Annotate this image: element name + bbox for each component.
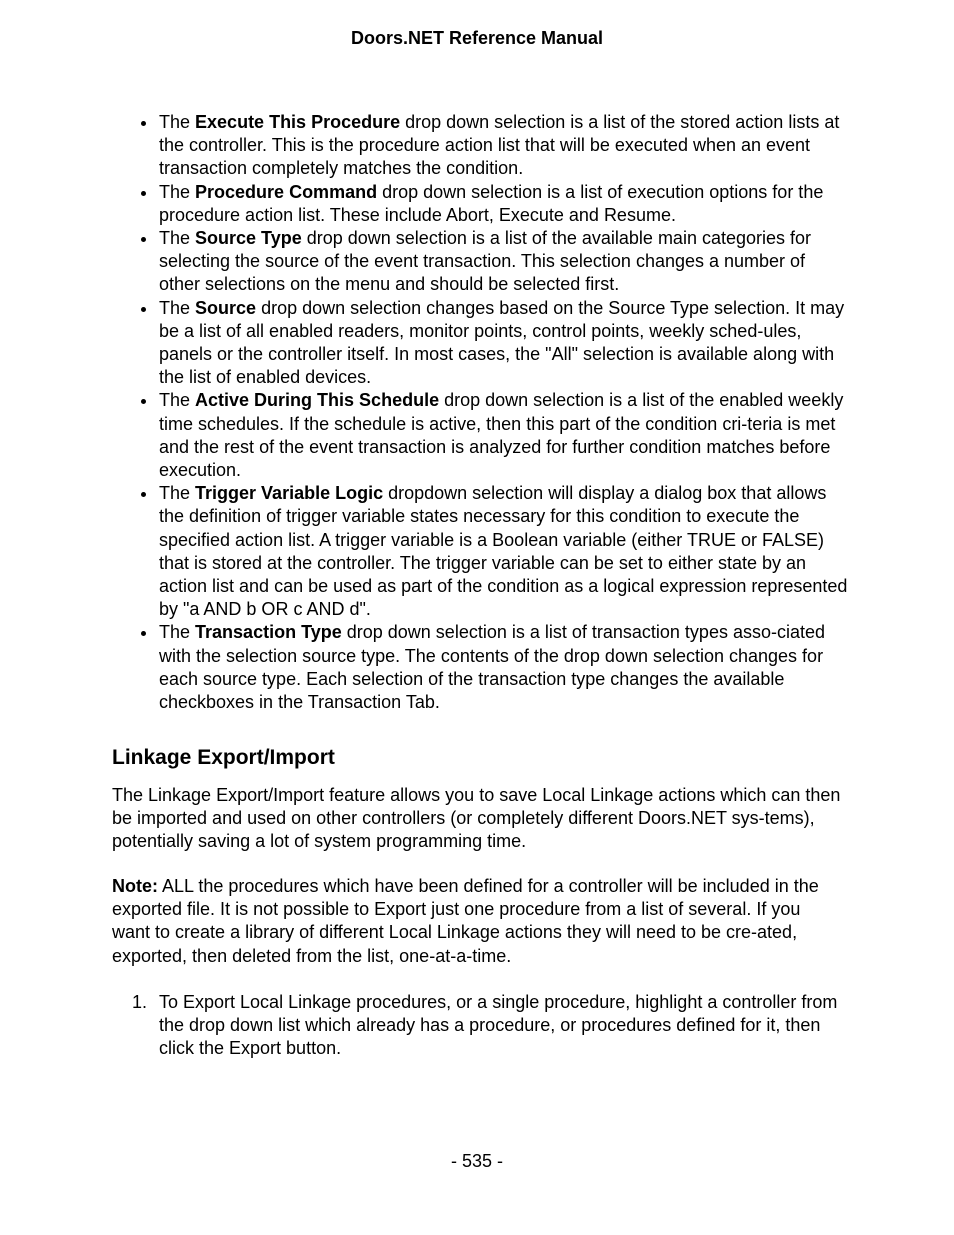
item-text: drop down selection changes based on the Source Type selection. It may be a list of all enabled readers, monitor points, control points, weekly sched-ules, panels or the controller itself. In most cases, the "All" selection is available along with the list of enabled devices. <box>159 297 845 388</box>
list-item <box>159 227 849 297</box>
section-heading: Linkage Export/Import <box>112 746 335 769</box>
bullet-icon <box>141 492 146 497</box>
note-text: ALL the procedures which have been defined for a controller will be included in the exported file. It is not possible to Export just one procedure from a list of several. If you want to create a library of different Local Linkage actions they will need to be cre-ated, exported, then deleted from the list, one-at-a-time. <box>112 876 819 966</box>
item-text: drop down selection is a list of the enabled weekly time schedules. If the schedule is active, then this part of the condition cri-teria is met and the rest of the event transaction is analyzed for further condition matches before execution. <box>159 390 844 481</box>
list-item <box>159 297 849 390</box>
item-text: drop down selection is a list of the available main categories for selecting the source of the event transaction. This selection changes a number of other selections on the menu and should be selected first. <box>159 228 812 295</box>
step-text: To Export Local Linkage procedures, or a single procedure, highlight a controller from the drop down list which already has a procedure, or procedures defined for it, then click the Export button. <box>159 992 838 1059</box>
item-prefix: The <box>159 297 196 318</box>
list-item <box>159 111 849 181</box>
item-prefix: The <box>159 228 196 249</box>
item-term: Procedure Command <box>195 181 378 202</box>
item-prefix: The <box>159 622 196 643</box>
item-text: drop down selection is a list of the stored action lists at the controller. This is the procedure action list that will be executed when an event transaction completely matches the condition. <box>159 112 840 179</box>
item-term: Active During This Schedule <box>195 390 440 411</box>
list-item <box>159 181 849 227</box>
note-paragraph <box>112 875 842 968</box>
item-text: dropdown selection will display a dialog box that allows the definition of trigger variable states necessary for this condition to execute the specified action list. A trigger variable is a Boolean variable (either TRUE or FALSE) that is stored at the controller. The trigger variable can be set to either state by an action list and can be used as part of the condition as a logical expression represented by "a AND b OR c AND d". <box>159 483 848 620</box>
intro-paragraph: The Linkage Export/Import feature allows you to save Local Linkage actions which can then be imported and used on other controllers (or completely different Doors.NET sys-tems), potentially saving a lot of system programming time. <box>112 785 841 852</box>
item-prefix: The <box>159 112 196 132</box>
list-item <box>159 482 849 621</box>
list-item <box>159 621 849 714</box>
item-text: drop down selection is a list of transaction types asso-ciated with the selection source type. The contents of the drop down selection changes for each source type. Each selection of the transaction type changes the available checkboxes in the Transaction Tab. <box>159 622 825 713</box>
step-number: 1. <box>132 992 148 1012</box>
bullet-icon <box>141 237 146 242</box>
item-term: Source <box>195 297 257 318</box>
item-prefix: The <box>159 181 196 202</box>
bullet-icon <box>141 121 146 126</box>
item-term: Source Type <box>195 228 302 249</box>
bullet-icon <box>141 631 146 636</box>
item-term: Trigger Variable Logic <box>195 483 384 504</box>
page-number: - 535 - <box>450 1151 504 1171</box>
item-term: Execute This Procedure <box>195 112 401 132</box>
item-term: Transaction Type <box>195 622 342 643</box>
item-text: drop down selection is a list of execution options for the procedure action list. These include Abort, Execute and Resume. <box>159 181 824 225</box>
bullet-icon <box>141 307 146 312</box>
list-item <box>159 389 849 482</box>
note-label: Note: <box>112 876 158 896</box>
item-prefix: The <box>159 483 196 504</box>
numbered-list <box>132 991 849 1061</box>
bullet-icon <box>141 191 146 196</box>
page-header: Doors.NET Reference Manual <box>350 28 604 48</box>
list-item <box>132 991 849 1061</box>
bullet-icon <box>141 399 146 404</box>
item-prefix: The <box>159 390 196 411</box>
bullet-list <box>159 111 849 714</box>
